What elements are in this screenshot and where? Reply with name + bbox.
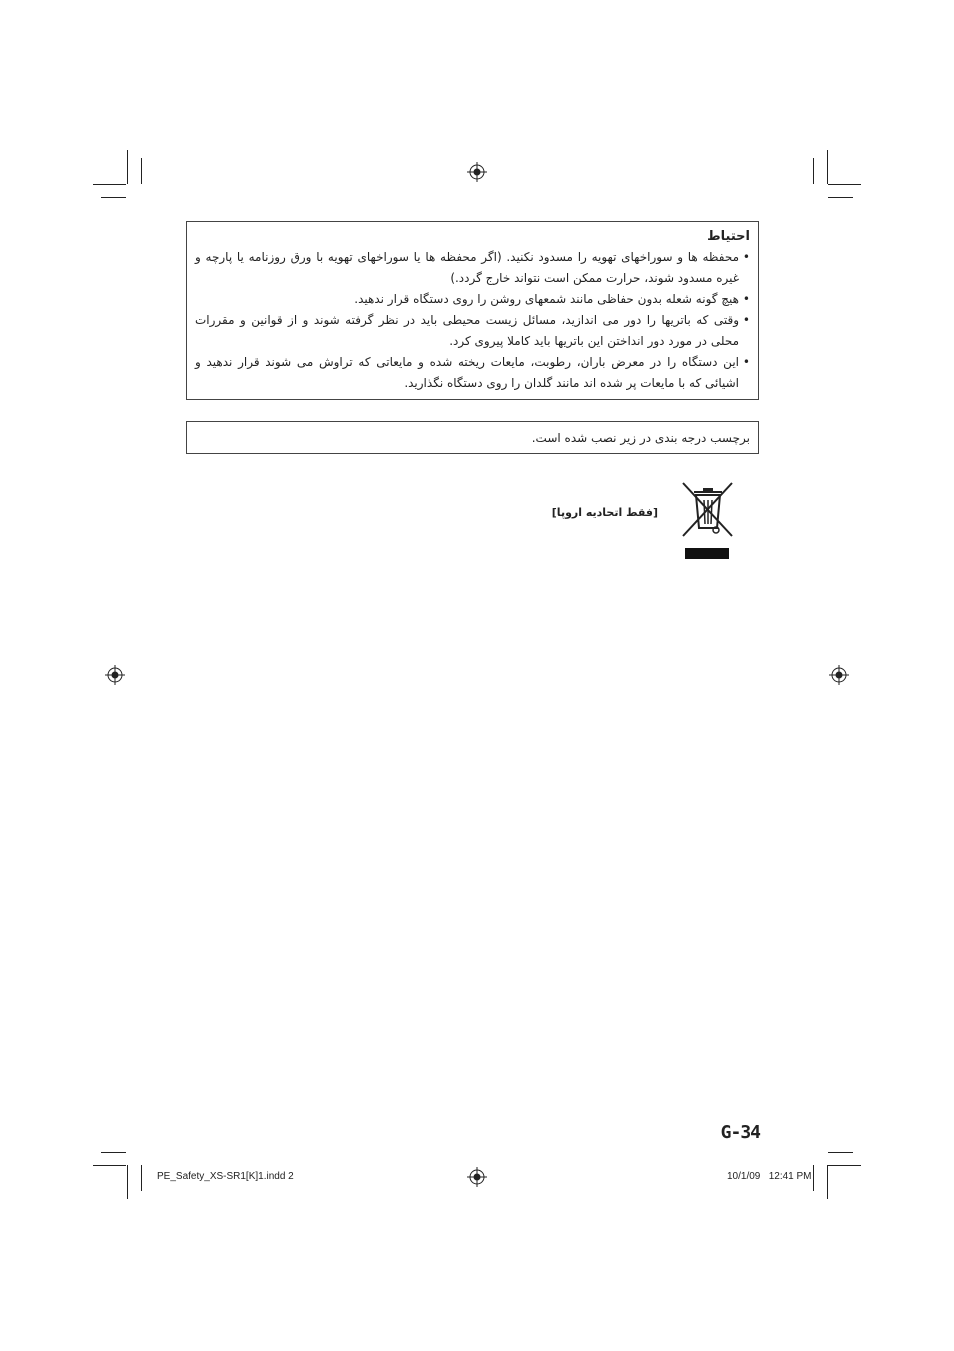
bullet-icon: • — [742, 313, 750, 327]
crop-mark — [827, 1165, 828, 1199]
page-number: G-34 — [720, 1122, 760, 1143]
registration-mark-icon — [467, 1167, 487, 1187]
crop-mark — [127, 150, 128, 184]
crop-mark — [93, 1165, 126, 1166]
caution-text: وقتی که باتریها را دور می اندازید، مسائل زیست محیطی باید در نظر گرفته شوند و از قوانین و مقررات محلی در مورد دور انداختن این باتریها باید کاملا پیروی کرد. — [195, 313, 739, 348]
crop-mark — [101, 197, 126, 198]
weee-label: [فقط اتحادیه اروپا] — [551, 506, 658, 519]
crop-mark — [828, 184, 861, 185]
crop-mark — [127, 1165, 128, 1199]
crossed-out-wheelie-bin-icon — [680, 480, 736, 562]
registration-mark-icon — [105, 665, 125, 685]
crop-mark — [813, 158, 814, 184]
list-item — [195, 289, 750, 310]
caution-box — [186, 221, 759, 400]
list-item — [195, 247, 750, 289]
crop-mark — [828, 1152, 853, 1153]
caution-title: احتیاط — [707, 229, 750, 244]
caution-text: محفظه ها و سوراخهای تهویه را مسدود نکنید. (اگر محفظه ها یا سوراخهای تهویه با ورق روزنامه یا پارچه و غیره مسدود شوند، حرارت ممکن است نتواند خارج گردد.) — [195, 250, 739, 285]
crop-mark — [813, 1165, 814, 1191]
rating-label-box — [186, 421, 759, 454]
registration-mark-icon — [829, 665, 849, 685]
slug-filename: PE_Safety_XS-SR1[K]1.indd 2 — [157, 1171, 294, 1182]
crop-mark — [828, 1165, 861, 1166]
crop-mark — [101, 1152, 126, 1153]
caution-text: این دستگاه را در معرض باران، رطوبت، مایعات ریخته شده و مایعاتی که تراوش می شوند قرار ندهید و اشیائی که با مایعات پر شده اند مانند گلدان را روی دستگاه نگذارید. — [195, 355, 739, 390]
bullet-icon: • — [742, 250, 750, 264]
registration-mark-icon — [467, 162, 487, 182]
caution-text: هیچ گونه شعله بدون حفاظی مانند شمعهای روشن را روی دستگاه قرار ندهید. — [354, 292, 739, 306]
bullet-icon: • — [742, 292, 750, 306]
rating-label-text: برچسب درجه بندی در زیر نصب شده است. — [531, 431, 750, 445]
caution-list — [195, 247, 750, 394]
crop-mark — [827, 150, 828, 184]
list-item — [195, 310, 750, 352]
bullet-icon: • — [742, 355, 750, 369]
slug-timestamp: 10/1/09 12:41 PM — [727, 1171, 812, 1182]
list-item — [195, 352, 750, 394]
crop-mark — [93, 184, 126, 185]
crop-mark — [828, 197, 853, 198]
crop-mark — [141, 1165, 142, 1191]
crop-mark — [141, 158, 142, 184]
